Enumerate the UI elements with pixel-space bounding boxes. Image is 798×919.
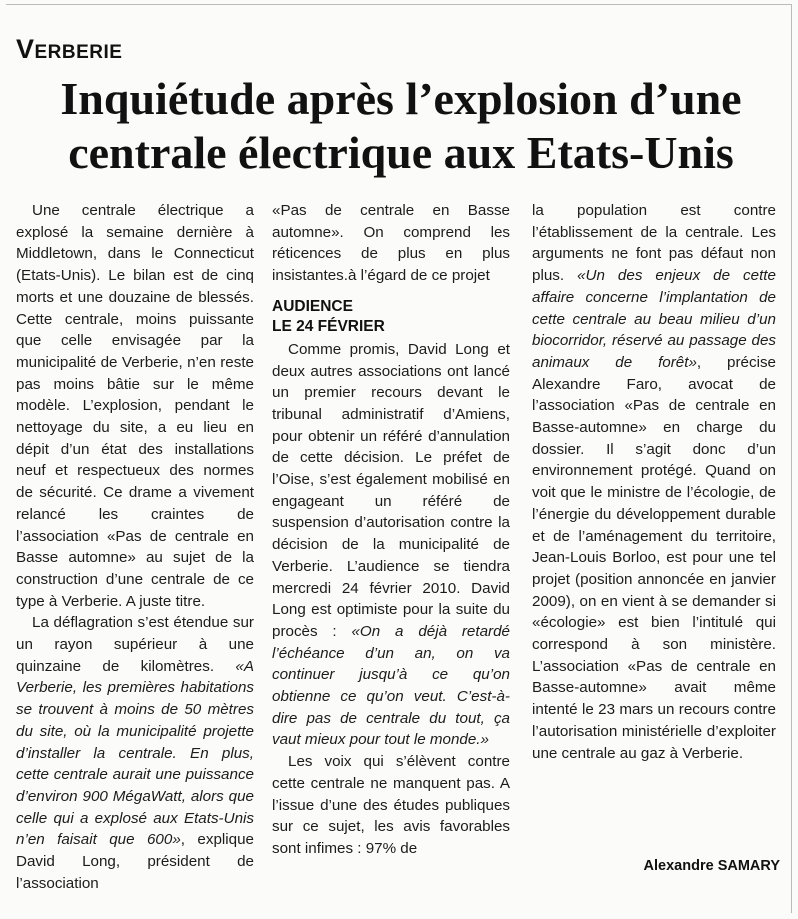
paragraph: Une centrale électrique a explosé la semaine dernière à Middletown, dans le Connecticut (Etats-Unis). Le bilan est de cinq morts et une douzaine de blessés. Cette centrale, moins puissante que celle envisagée par la municipalité de Verberie, n’en reste pas moins bâtie sur le même modèle. L’explosion, pendant le nettoyage du site, a eu lieu en dépit d’un état des installations neuf et respectueux des normes de sécurité. Ce drame a vivement relancé les craintes de l’association «Pas de centrale en Basse automne» au sujet de la construction d’une centrale de ce type à Verberie. A juste titre. [16, 202, 254, 610]
article-headline [16, 72, 786, 180]
paragraph-text: la population est contre l’établissement de la centrale. Les arguments ne font pas défaut non plus. [532, 202, 776, 285]
section-kicker: Verberie [16, 34, 123, 64]
author-byline: Alexandre SAMARY [643, 858, 780, 874]
paragraph-text: , précise Alexandre Faro, avocat de l’association «Pas de centrale en Basse-automne» en charge du dossier. Il s’agit donc d’un environnement protégé. Quand on voit que le ministre de l’écologie, de l’énergie du développement durable et de l’aménagement du territoire, Jean-Louis Borloo, est pour une tel projet (position annoncée en janvier 2009), on en vient à se demander si «écologie» est bien l’intitulé qui correspond à son ministère. L’association «Pas de centrale en Basse-automne» avait même intenté le 23 mars un recours contre l’autorisation ministérielle d’exploiter une centrale au gaz à Verberie. [532, 353, 776, 762]
paragraph [16, 612, 254, 894]
headline-line-1: Inquiétude après l’explosion d’une [60, 73, 742, 124]
paragraph: Les voix qui s’élèvent contre cette centrale ne manquent pas. A l’issue d’une des études publiques sur ce sujet, les avis favorables sont infimes : 97% de [272, 753, 510, 857]
quote: «Un des enjeux de cette affaire concerne l’implantation de cette centrale au beau milieu d’un biocorridor, réservé au passage des animaux de forêt» [532, 267, 776, 371]
paragraph [532, 200, 776, 764]
subheading-line-2: LE 24 FÉVRIER [272, 317, 385, 335]
quote: «On a déjà retardé l’échéance d’un an, on va continuer jusqu’à ce qu’on obtienne ce qu’on veut. C’est-à-dire pas de centrale du tout, ça vaut mieux pour tout le monde.» [272, 622, 510, 749]
column-2 [272, 200, 510, 860]
column-3 [532, 200, 776, 764]
paragraph-text: La déflagration s’est étendue sur un rayon supérieur à une quinzaine de kilomètres. [16, 614, 254, 675]
quote: «A Verberie, les premières habitations se trouvent à moins de 50 mètres du site, où la municipalité projette d’installer la centrale. En plus, cette centrale aurait une puissance d’environ 900 MégaWatt, alors que celle qui a explosé aux Etats-Unis n’en faisait que 600» [16, 657, 254, 849]
article-body [16, 200, 780, 905]
paragraph [272, 339, 510, 751]
headline-line-2: centrale électrique aux Etats-Unis [68, 127, 734, 178]
paragraph-text: Comme promis, David Long et deux autres associations ont lancé un premier recours devant le tribunal administratif d’Amiens, pour obtenir un référé d’annulation de cette décision. Le préfet de l’Oise, s’est également mobilisé en engageant un référé de suspension d’autorisation contre la décision de la municipalité de Verberie. L’audience se tiendra mercredi 24 février 2010. David Long est optimiste pour la suite du procès : [272, 340, 510, 640]
subheading [272, 297, 510, 337]
subheading-line-1: AUDIENCE [272, 297, 353, 315]
paragraph-text: , explique David Long, président de l’association [16, 831, 254, 892]
column-1 [16, 200, 254, 895]
paragraph: «Pas de centrale en Basse automne». On comprend les réticences de plus en plus insistantes.à l’égard de ce projet [272, 202, 510, 285]
